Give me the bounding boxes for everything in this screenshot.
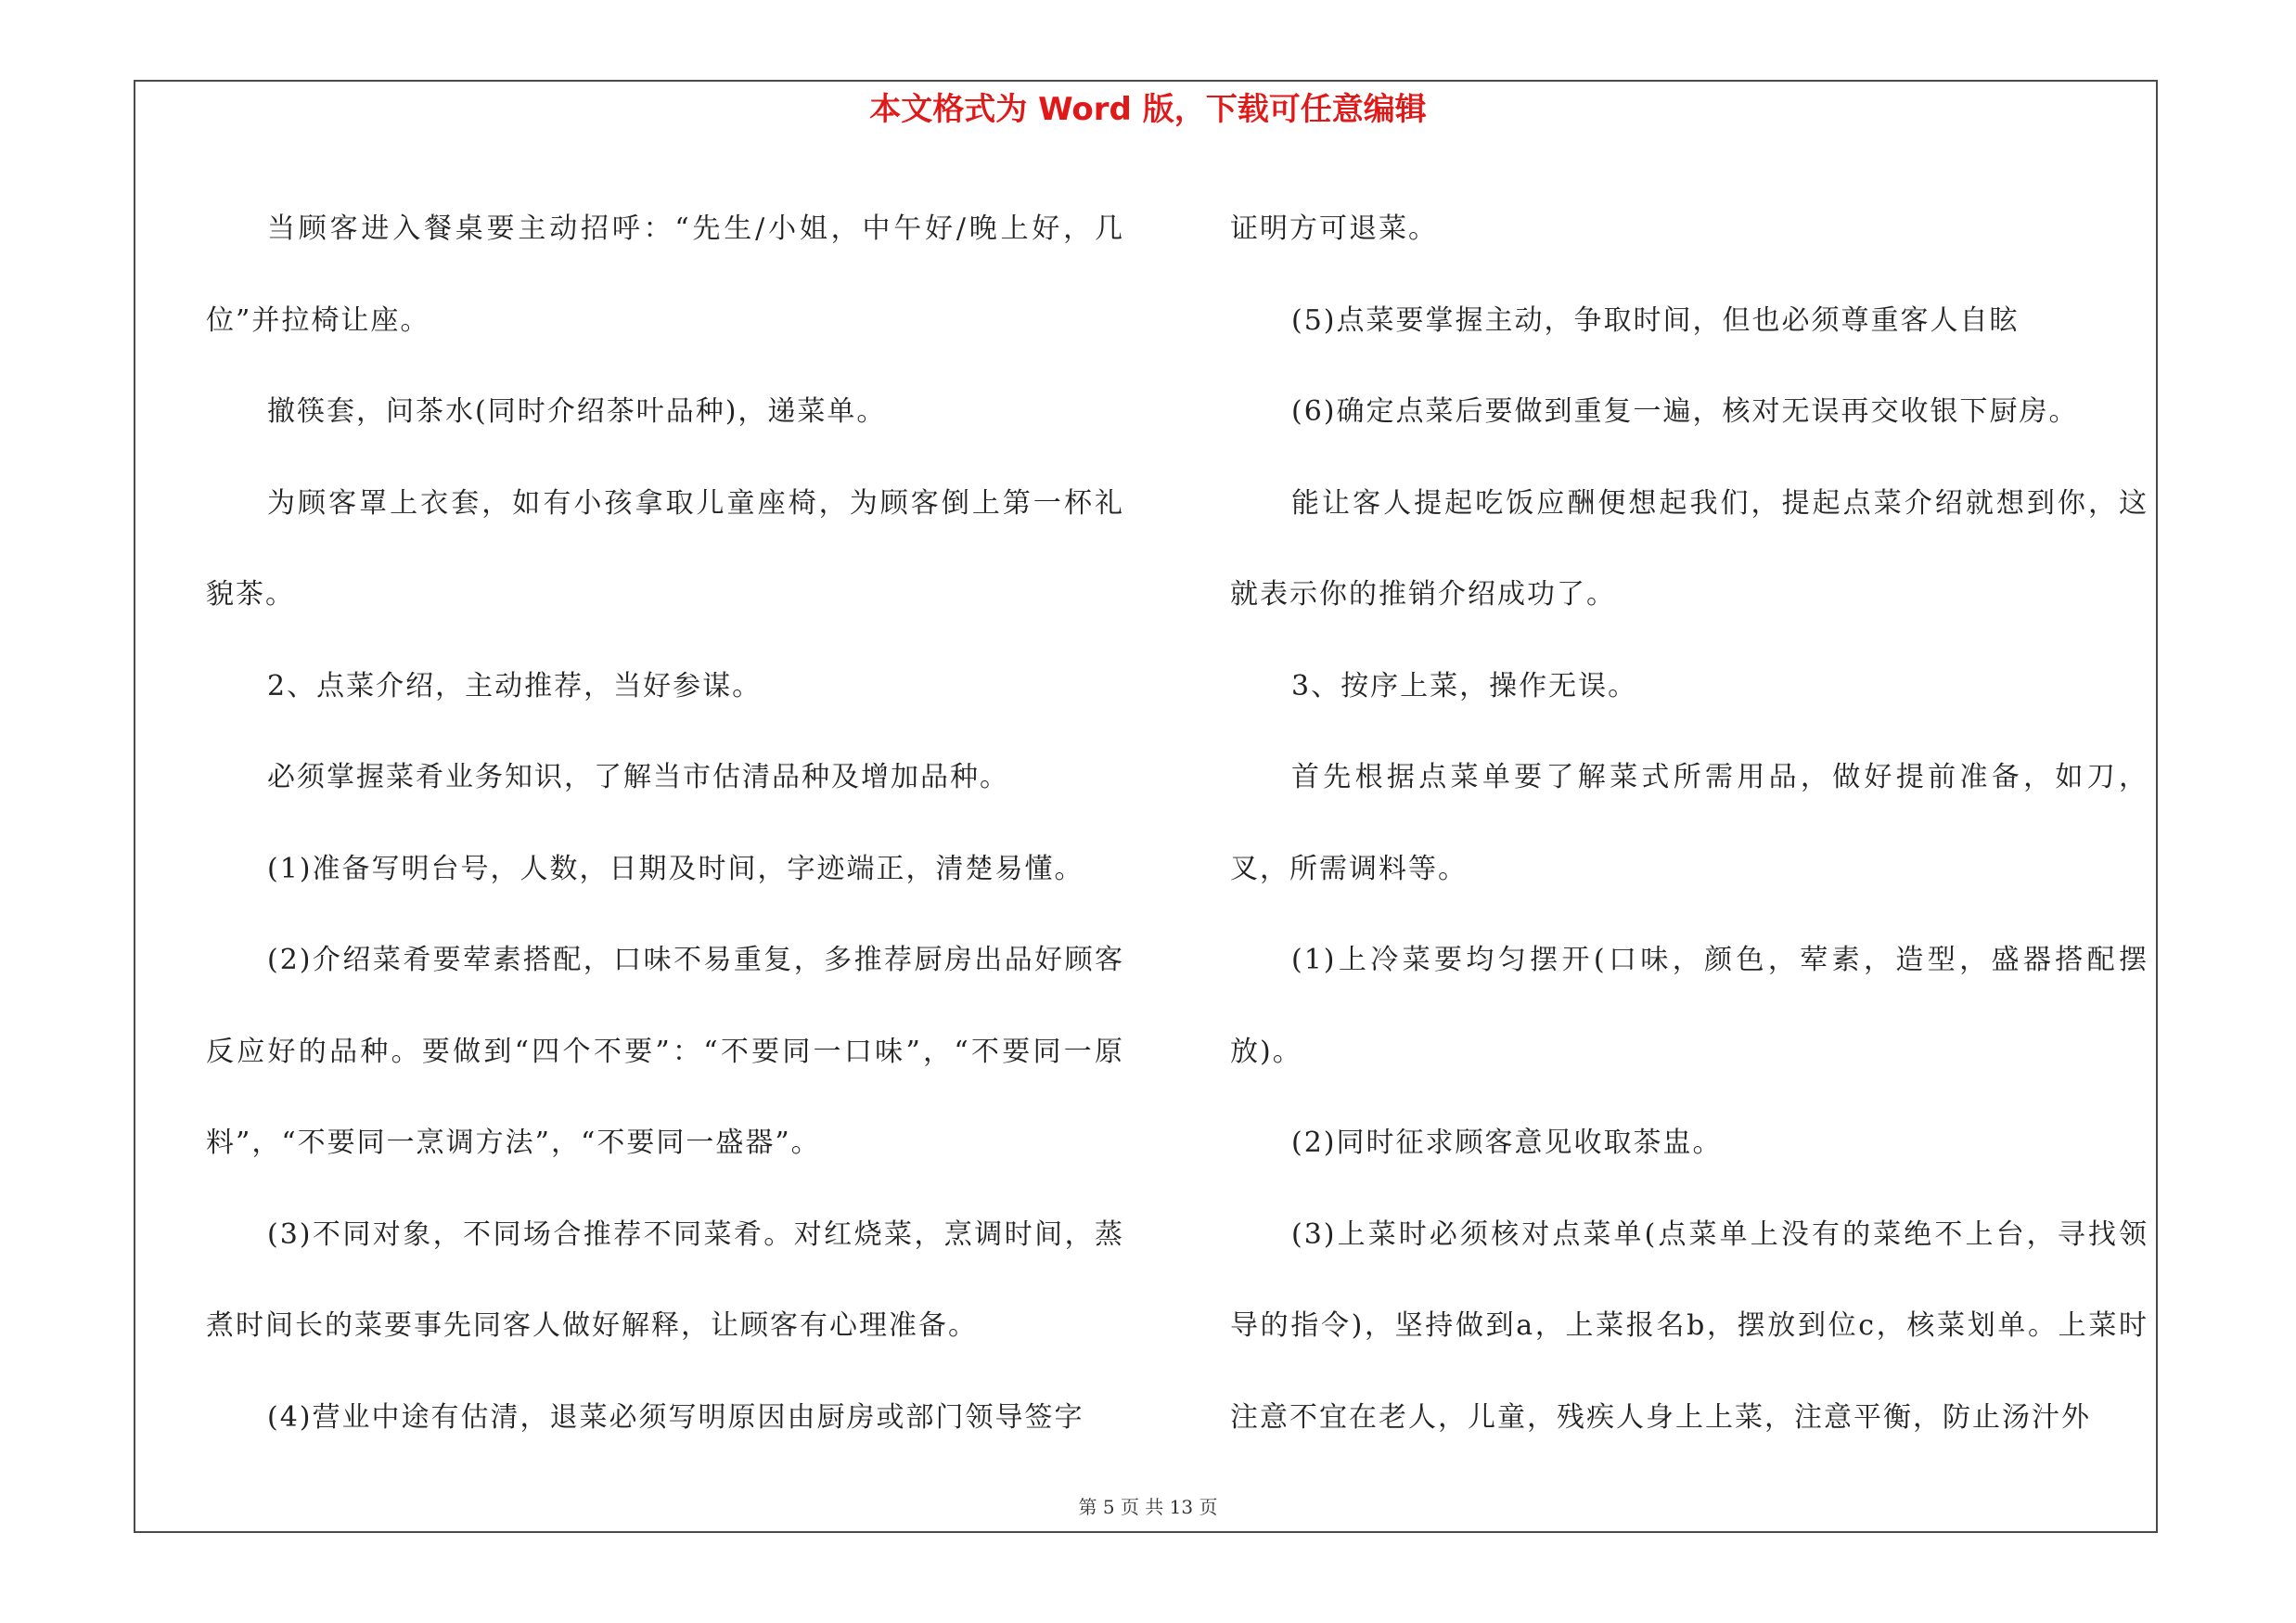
paragraph: 为顾客罩上衣套，如有小孩拿取儿童座椅，为顾客倒上第一杯礼貌茶。 bbox=[206, 486, 1124, 611]
list-item: (3)不同对象，不同场合推荐不同菜肴。对红烧菜，烹调时间，蒸煮时间长的菜要事先同客人做好解释，让顾客有心理准备。 bbox=[206, 1217, 1124, 1342]
list-item: (1)准备写明台号，人数，日期及时间，字迹端正，清楚易懂。 bbox=[267, 852, 1084, 885]
list-item: (3)上菜时必须核对点菜单(点菜单上没有的菜绝不上台，寻找领导的指令)，坚持做到a，上菜报名b，摆放到位c，核菜划单。上菜时注意不宜在老人，儿童，残疾人身上上菜，注意平衡，防止汤汁外 bbox=[1230, 1217, 2148, 1434]
list-item: (2)同时征求顾客意见收取茶盅。 bbox=[1291, 1127, 1723, 1159]
section-heading: 3、按序上菜，操作无误。 bbox=[1291, 669, 1638, 702]
page-number-footer: 第 5 页 共 13 页 bbox=[1078, 1496, 1218, 1518]
paragraph: 首先根据点菜单要了解菜式所需用品，做好提前准备，如刀，叉，所需调料等。 bbox=[1230, 761, 2148, 885]
section-heading: 2、点菜介绍，主动推荐，当好参谋。 bbox=[267, 669, 763, 702]
list-item: (1)上冷菜要均匀摆开(口味，颜色，荤素，造型，盛器搭配摆放)。 bbox=[1230, 944, 2148, 1068]
paragraph-continuation: 证明方可退菜。 bbox=[1230, 213, 1438, 245]
list-item: (4)营业中途有估清，退菜必须写明原因由厨房或部门领导签字 bbox=[267, 1400, 1084, 1434]
paragraph: 能让客人提起吃饭应酬便想起我们，提起点菜介绍就想到你，这就表示你的推销介绍成功了。 bbox=[1230, 486, 2148, 611]
list-item: (2)介绍菜肴要荤素搭配，口味不易重复，多推荐厨房出品好顾客反应好的品种。要做到“四个不要”：“不要同一口味”，“不要同一原料”，“不要同一烹调方法”，“不要同一盛器”。 bbox=[206, 944, 1124, 1159]
paragraph: 必须掌握菜肴业务知识，了解当市估清品种及增加品种。 bbox=[267, 761, 1009, 793]
left-text-column bbox=[206, 184, 1124, 1463]
list-item: (5)点菜要掌握主动，争取时间，但也必须尊重客人自眩 bbox=[1291, 303, 2020, 337]
word-format-banner: 本文格式为 Word 版，下载可任意编辑 bbox=[869, 91, 1427, 128]
right-text-column bbox=[1230, 184, 2148, 1463]
paragraph: 当顾客进入餐桌要主动招呼：“先生/小姐，中午好/晚上好，几位”并拉椅让座。 bbox=[206, 213, 1124, 337]
list-item: (6)确定点菜后要做到重复一遍，核对无误再交收银下厨房。 bbox=[1291, 395, 2079, 428]
paragraph: 撤筷套，问茶水(同时介绍茶叶品种)，递菜单。 bbox=[267, 395, 887, 428]
